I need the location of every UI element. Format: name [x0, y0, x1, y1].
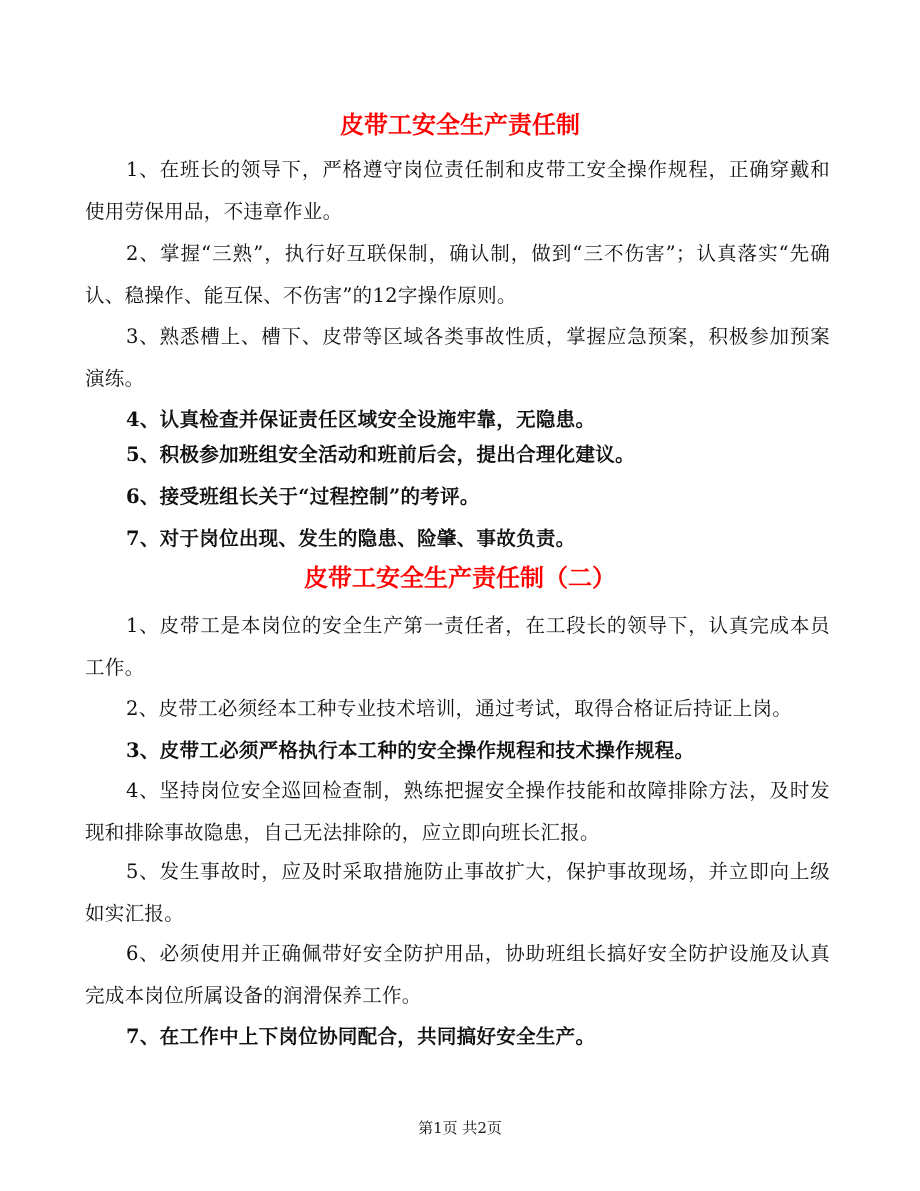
- section-2-item-2: 2、皮带工必须经本工种专业技术培训，通过考试，取得合格证后持证上岗。: [126, 697, 793, 720]
- section-1-item-4: 4、认真检查并保证责任区域安全设施牢靠，无隐患。: [126, 408, 596, 431]
- section-2-item-6: 6、必须使用并正确佩带好安全防护用品，协助班组长搞好安全防护设施及认真完成本岗位所属设备的润滑保养工作。: [85, 942, 830, 1007]
- section-1-item-1: 1、在班长的领导下，严格遵守岗位责任制和皮带工安全操作规程，正确穿戴和使用劳保用品，不违章作业。: [85, 158, 830, 223]
- section-1-item-3: 3、熟悉槽上、槽下、皮带等区域各类事故性质，掌握应急预案，积极参加预案演练。: [85, 325, 830, 390]
- section-1-item-2: 2、掌握“三熟”，执行好互联保制，确认制，做到“三不伤害”；认真落实“先确认、稳操作、能互保、不伤害”的12字操作原则。: [85, 242, 830, 307]
- page-number-footer: 第1页 共2页: [418, 1119, 502, 1137]
- section-1-item-6: 6、接受班组长关于“过程控制”的考评。: [126, 485, 480, 508]
- section-2-item-3: 3、皮带工必须严格执行本工种的安全操作规程和技术操作规程。: [126, 739, 695, 762]
- section-1-item-5: 5、积极参加班组安全活动和班前后会，提出合理化建议。: [126, 443, 635, 466]
- section-2-item-4: 4、坚持岗位安全巡回检查制，熟练把握安全操作技能和故障排除方法，及时发现和排除事故隐患，自己无法排除的，应立即向班长汇报。: [85, 779, 830, 844]
- section-2-item-5: 5、发生事故时，应及时采取措施防止事故扩大，保护事故现场，并立即向上级如实汇报。: [85, 860, 830, 925]
- section-2-title: 皮带工安全生产责任制（二）: [304, 563, 616, 592]
- section-2-item-1: 1、皮带工是本岗位的安全生产第一责任者，在工段长的领导下，认真完成本员工作。: [85, 614, 830, 679]
- section-1-title: 皮带工安全生产责任制: [340, 110, 580, 139]
- section-2-item-7: 7、在工作中上下岗位协同配合，共同搞好安全生产。: [126, 1025, 596, 1048]
- section-1-item-7: 7、对于岗位出现、发生的隐患、险肇、事故负责。: [126, 527, 576, 550]
